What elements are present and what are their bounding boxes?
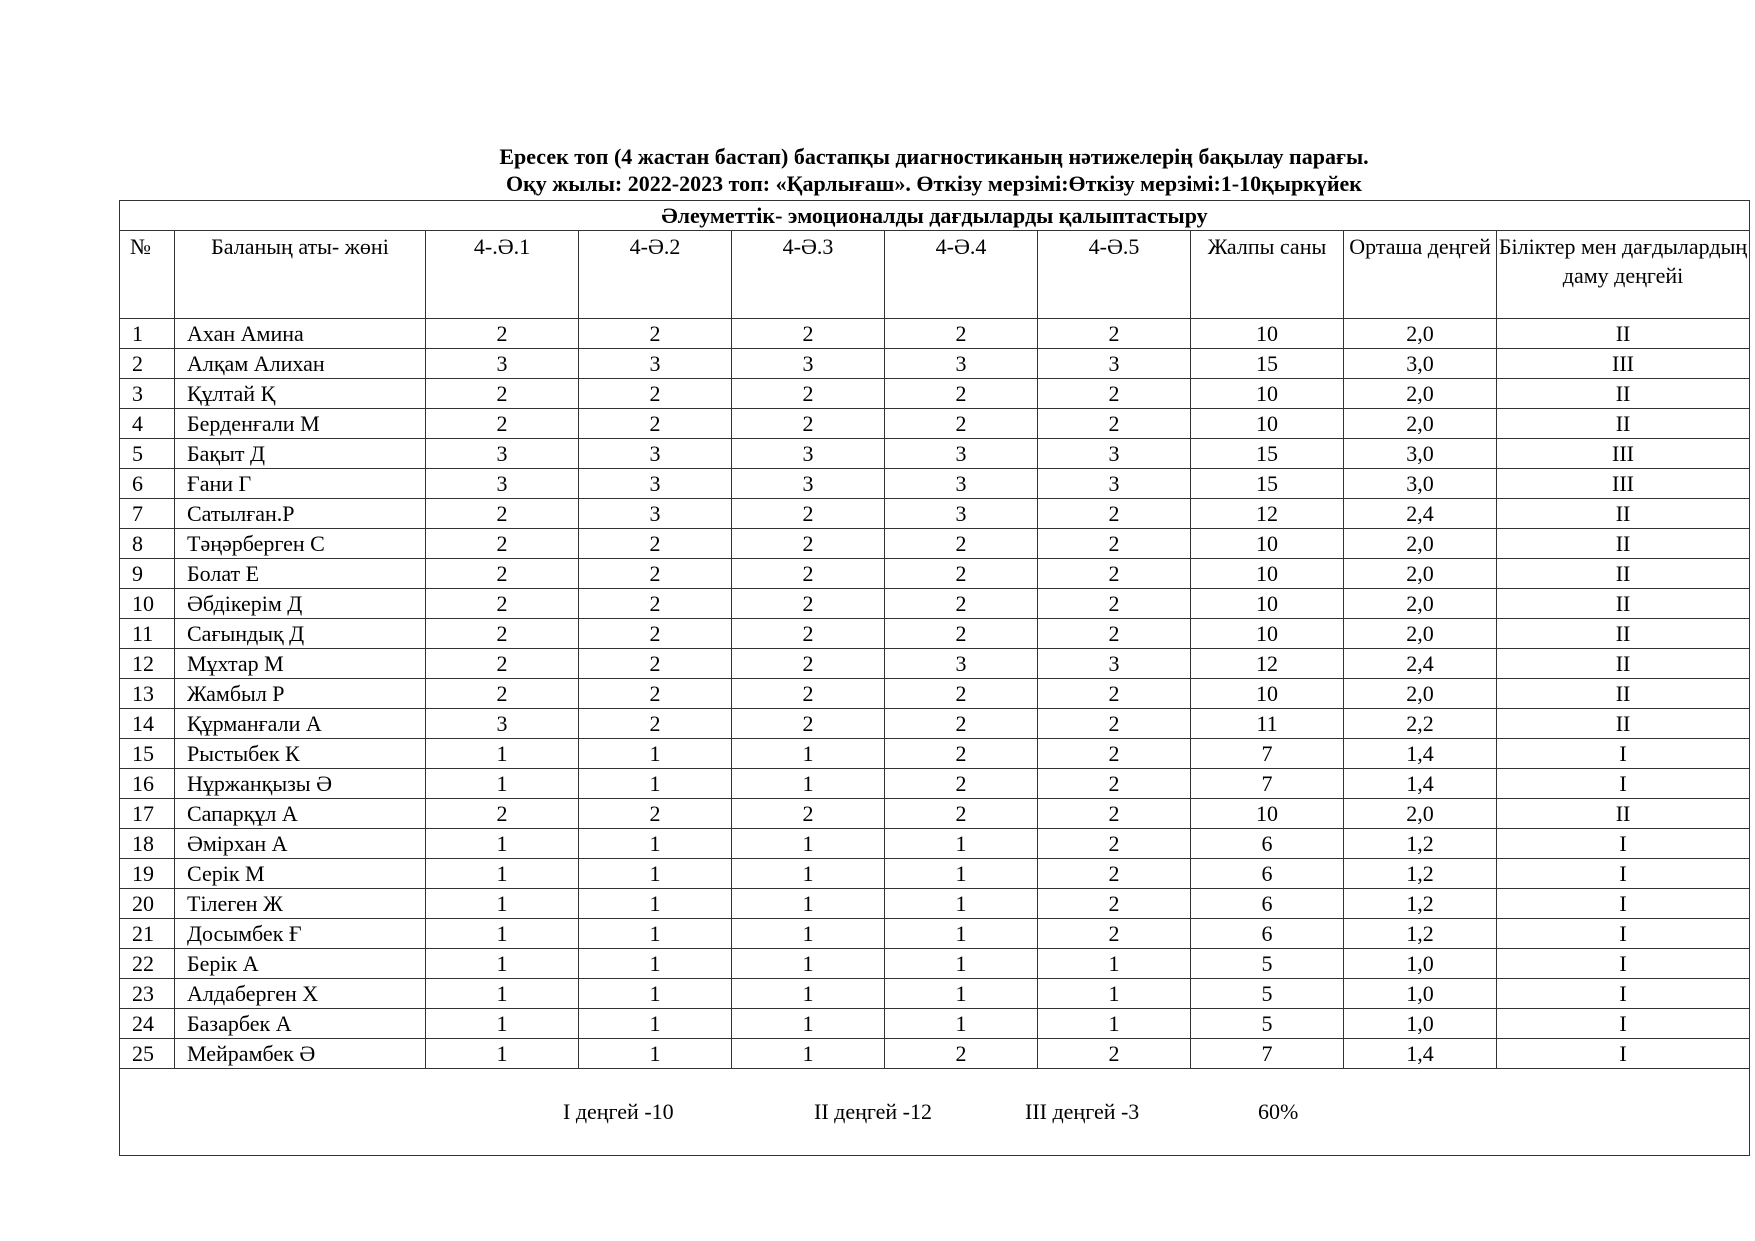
score-cell: 2 — [732, 379, 885, 409]
row-number: 21 — [120, 919, 175, 949]
average-cell: 1,0 — [1344, 979, 1497, 1009]
score-cell: 1 — [426, 1039, 579, 1069]
level-cell: II — [1497, 499, 1750, 529]
level-cell: III — [1497, 349, 1750, 379]
score-cell: 3 — [885, 499, 1038, 529]
row-number: 12 — [120, 649, 175, 679]
total-cell: 10 — [1191, 619, 1344, 649]
score-cell: 1 — [426, 889, 579, 919]
average-cell: 1,4 — [1344, 739, 1497, 769]
score-cell: 1 — [579, 889, 732, 919]
score-cell: 2 — [885, 379, 1038, 409]
score-cell: 2 — [885, 739, 1038, 769]
child-name: Тәңәрберген С — [175, 529, 426, 559]
table-row — [120, 799, 1750, 829]
score-cell: 1 — [579, 919, 732, 949]
child-name: Мейрамбек Ә — [175, 1039, 426, 1069]
average-cell: 3,0 — [1344, 439, 1497, 469]
score-cell: 3 — [1038, 649, 1191, 679]
total-cell: 11 — [1191, 709, 1344, 739]
table-row — [120, 349, 1750, 379]
score-cell: 2 — [579, 319, 732, 349]
column-header: 4-Ә.2 — [579, 231, 732, 319]
total-cell: 10 — [1191, 799, 1344, 829]
score-cell: 1 — [579, 979, 732, 1009]
score-cell: 3 — [579, 439, 732, 469]
level-cell: II — [1497, 619, 1750, 649]
score-cell: 3 — [732, 439, 885, 469]
average-cell: 1,2 — [1344, 889, 1497, 919]
score-cell: 2 — [1038, 769, 1191, 799]
average-cell: 1,4 — [1344, 1039, 1497, 1069]
table-row — [120, 439, 1750, 469]
score-cell: 2 — [579, 379, 732, 409]
total-cell: 15 — [1191, 469, 1344, 499]
level-cell: II — [1497, 709, 1750, 739]
summary-level-3: III деңгей -3 — [1025, 1099, 1140, 1124]
score-cell: 2 — [426, 409, 579, 439]
score-cell: 2 — [426, 649, 579, 679]
level-cell: I — [1497, 919, 1750, 949]
score-cell: 1 — [1038, 979, 1191, 1009]
row-number: 5 — [120, 439, 175, 469]
average-cell: 3,0 — [1344, 349, 1497, 379]
row-number: 18 — [120, 829, 175, 859]
average-cell: 2,0 — [1344, 529, 1497, 559]
score-cell: 3 — [426, 709, 579, 739]
summary-percent: 60% — [1258, 1099, 1299, 1124]
average-cell: 2,0 — [1344, 619, 1497, 649]
average-cell: 1,4 — [1344, 769, 1497, 799]
score-cell: 1 — [579, 739, 732, 769]
level-cell: II — [1497, 589, 1750, 619]
score-cell: 1 — [885, 949, 1038, 979]
table-row — [120, 559, 1750, 589]
child-name: Алдаберген Х — [175, 979, 426, 1009]
table-row — [120, 739, 1750, 769]
score-cell: 2 — [1038, 829, 1191, 859]
score-cell: 2 — [1038, 859, 1191, 889]
table-row — [120, 409, 1750, 439]
score-cell: 1 — [426, 919, 579, 949]
row-number: 15 — [120, 739, 175, 769]
row-number: 9 — [120, 559, 175, 589]
score-cell: 3 — [426, 439, 579, 469]
table-row — [120, 949, 1750, 979]
child-name: Ғани Г — [175, 469, 426, 499]
score-cell: 2 — [1038, 889, 1191, 919]
level-cell: II — [1497, 529, 1750, 559]
score-cell: 1 — [579, 949, 732, 979]
row-number: 23 — [120, 979, 175, 1009]
table-row — [120, 529, 1750, 559]
score-cell: 2 — [1038, 619, 1191, 649]
table-row — [120, 1039, 1750, 1069]
total-cell: 15 — [1191, 439, 1344, 469]
score-cell: 3 — [1038, 439, 1191, 469]
score-cell: 3 — [885, 349, 1038, 379]
score-cell: 2 — [426, 319, 579, 349]
score-cell: 2 — [885, 319, 1038, 349]
level-cell: I — [1497, 889, 1750, 919]
total-cell: 10 — [1191, 319, 1344, 349]
child-name: Жамбыл Р — [175, 679, 426, 709]
child-name: Әмірхан А — [175, 829, 426, 859]
score-cell: 1 — [885, 829, 1038, 859]
child-name: Бақыт Д — [175, 439, 426, 469]
average-cell: 2,0 — [1344, 559, 1497, 589]
row-number: 6 — [120, 469, 175, 499]
score-cell: 1 — [1038, 949, 1191, 979]
score-cell: 2 — [426, 589, 579, 619]
score-cell: 2 — [732, 409, 885, 439]
child-name: Сапарқұл А — [175, 799, 426, 829]
score-cell: 3 — [885, 439, 1038, 469]
score-cell: 2 — [885, 589, 1038, 619]
total-cell: 6 — [1191, 889, 1344, 919]
score-cell: 2 — [732, 619, 885, 649]
score-cell: 2 — [1038, 709, 1191, 739]
section-title: Әлеуметтік- эмоционалды дағдыларды қалыптастыру — [120, 201, 1750, 231]
total-cell: 6 — [1191, 919, 1344, 949]
column-header: Баланың аты- жөні — [175, 231, 426, 319]
total-cell: 10 — [1191, 379, 1344, 409]
child-name: Досымбек Ғ — [175, 919, 426, 949]
column-header: Біліктер мен дағдылардың даму деңгейі — [1497, 231, 1750, 319]
row-number: 19 — [120, 859, 175, 889]
level-cell: I — [1497, 1009, 1750, 1039]
total-cell: 5 — [1191, 949, 1344, 979]
total-cell: 7 — [1191, 1039, 1344, 1069]
total-cell: 10 — [1191, 409, 1344, 439]
score-cell: 1 — [732, 859, 885, 889]
total-cell: 5 — [1191, 979, 1344, 1009]
average-cell: 2,0 — [1344, 679, 1497, 709]
score-cell: 2 — [1038, 739, 1191, 769]
child-name: Сағындық Д — [175, 619, 426, 649]
score-cell: 2 — [1038, 559, 1191, 589]
score-cell: 1 — [885, 859, 1038, 889]
average-cell: 2,0 — [1344, 799, 1497, 829]
row-number: 25 — [120, 1039, 175, 1069]
score-cell: 2 — [1038, 1039, 1191, 1069]
child-name: Тілеген Ж — [175, 889, 426, 919]
score-cell: 2 — [732, 589, 885, 619]
score-cell: 2 — [426, 379, 579, 409]
score-cell: 2 — [1038, 319, 1191, 349]
score-cell: 1 — [1038, 1009, 1191, 1039]
level-cell: I — [1497, 739, 1750, 769]
child-name: Берік А — [175, 949, 426, 979]
score-cell: 1 — [885, 889, 1038, 919]
table-row — [120, 919, 1750, 949]
score-cell: 2 — [1038, 409, 1191, 439]
summary-cell — [120, 1069, 1750, 1156]
average-cell: 1,2 — [1344, 919, 1497, 949]
score-cell: 2 — [732, 499, 885, 529]
average-cell: 1,2 — [1344, 829, 1497, 859]
column-header: № — [120, 231, 175, 319]
child-name: Алқам Алихан — [175, 349, 426, 379]
score-cell: 3 — [732, 349, 885, 379]
total-cell: 10 — [1191, 679, 1344, 709]
score-cell: 2 — [579, 559, 732, 589]
column-header: 4-Ә.4 — [885, 231, 1038, 319]
table-row — [120, 319, 1750, 349]
score-cell: 1 — [732, 769, 885, 799]
score-cell: 2 — [1038, 919, 1191, 949]
table-row — [120, 979, 1750, 1009]
score-cell: 3 — [885, 469, 1038, 499]
child-name: Рыстыбек К — [175, 739, 426, 769]
score-cell: 2 — [732, 529, 885, 559]
score-cell: 2 — [732, 679, 885, 709]
child-name: Базарбек А — [175, 1009, 426, 1039]
score-cell: 2 — [732, 649, 885, 679]
total-cell: 10 — [1191, 559, 1344, 589]
total-cell: 10 — [1191, 589, 1344, 619]
score-cell: 2 — [426, 529, 579, 559]
child-name: Мұхтар М — [175, 649, 426, 679]
score-cell: 1 — [426, 1009, 579, 1039]
score-cell: 2 — [579, 649, 732, 679]
average-cell: 1,0 — [1344, 1009, 1497, 1039]
score-cell: 1 — [732, 1009, 885, 1039]
score-cell: 1 — [885, 979, 1038, 1009]
average-cell: 3,0 — [1344, 469, 1497, 499]
score-cell: 1 — [732, 979, 885, 1009]
score-cell: 1 — [426, 829, 579, 859]
table-row — [120, 829, 1750, 859]
table-row — [120, 769, 1750, 799]
score-cell: 2 — [426, 559, 579, 589]
score-cell: 1 — [732, 919, 885, 949]
score-cell: 2 — [1038, 589, 1191, 619]
score-cell: 2 — [579, 409, 732, 439]
child-name: Берденғали М — [175, 409, 426, 439]
row-number: 11 — [120, 619, 175, 649]
table-row — [120, 679, 1750, 709]
level-cell: I — [1497, 829, 1750, 859]
table-row — [120, 499, 1750, 529]
total-cell: 5 — [1191, 1009, 1344, 1039]
score-cell: 2 — [885, 559, 1038, 589]
score-cell: 2 — [1038, 529, 1191, 559]
page-subtitle: Оқу жылы: 2022-2023 топ: «Қарлығаш». Өткізу мерзімі:Өткізу мерзімі:1-10қыркүйек — [506, 171, 1362, 196]
total-cell: 6 — [1191, 859, 1344, 889]
score-cell: 3 — [579, 469, 732, 499]
score-cell: 3 — [1038, 469, 1191, 499]
row-number: 4 — [120, 409, 175, 439]
score-cell: 3 — [885, 649, 1038, 679]
level-cell: II — [1497, 649, 1750, 679]
score-cell: 3 — [426, 349, 579, 379]
child-name: Нұржанқызы Ә — [175, 769, 426, 799]
score-cell: 1 — [732, 889, 885, 919]
score-cell: 1 — [426, 859, 579, 889]
level-cell: II — [1497, 799, 1750, 829]
table-row — [120, 589, 1750, 619]
total-cell: 12 — [1191, 499, 1344, 529]
score-cell: 1 — [732, 739, 885, 769]
average-cell: 1,2 — [1344, 859, 1497, 889]
average-cell: 2,0 — [1344, 589, 1497, 619]
child-name: Сатылған.Р — [175, 499, 426, 529]
score-cell: 2 — [885, 679, 1038, 709]
level-cell: II — [1497, 409, 1750, 439]
score-cell: 2 — [579, 619, 732, 649]
score-cell: 2 — [579, 589, 732, 619]
score-cell: 2 — [885, 799, 1038, 829]
score-cell: 2 — [579, 799, 732, 829]
score-cell: 1 — [732, 829, 885, 859]
average-cell: 2,4 — [1344, 649, 1497, 679]
score-cell: 3 — [579, 499, 732, 529]
row-number: 8 — [120, 529, 175, 559]
header-row — [120, 231, 1750, 319]
column-header: 4-.Ә.1 — [426, 231, 579, 319]
column-header: 4-Ә.3 — [732, 231, 885, 319]
total-cell: 15 — [1191, 349, 1344, 379]
row-number: 24 — [120, 1009, 175, 1039]
score-cell: 1 — [579, 859, 732, 889]
total-cell: 12 — [1191, 649, 1344, 679]
level-cell: I — [1497, 1039, 1750, 1069]
table-row — [120, 469, 1750, 499]
score-cell: 3 — [579, 349, 732, 379]
row-number: 17 — [120, 799, 175, 829]
average-cell: 2,0 — [1344, 409, 1497, 439]
child-name: Ахан Амина — [175, 319, 426, 349]
table-row — [120, 889, 1750, 919]
score-cell: 1 — [426, 979, 579, 1009]
level-cell: II — [1497, 559, 1750, 589]
average-cell: 2,0 — [1344, 319, 1497, 349]
level-cell: III — [1497, 469, 1750, 499]
score-cell: 2 — [426, 619, 579, 649]
column-header: Орташа деңгей — [1344, 231, 1497, 319]
score-cell: 2 — [579, 679, 732, 709]
level-cell: I — [1497, 979, 1750, 1009]
level-cell: II — [1497, 319, 1750, 349]
score-cell: 2 — [579, 529, 732, 559]
table-row — [120, 709, 1750, 739]
score-cell: 2 — [1038, 379, 1191, 409]
level-cell: III — [1497, 439, 1750, 469]
score-cell: 1 — [579, 1009, 732, 1039]
level-cell: I — [1497, 859, 1750, 889]
score-cell: 2 — [732, 319, 885, 349]
average-cell: 2,0 — [1344, 379, 1497, 409]
total-cell: 6 — [1191, 829, 1344, 859]
column-header: 4-Ә.5 — [1038, 231, 1191, 319]
score-cell: 2 — [426, 799, 579, 829]
score-cell: 1 — [426, 949, 579, 979]
child-name: Серік М — [175, 859, 426, 889]
table-row — [120, 649, 1750, 679]
total-cell: 7 — [1191, 769, 1344, 799]
score-cell: 2 — [885, 769, 1038, 799]
table-row — [120, 619, 1750, 649]
row-number: 1 — [120, 319, 175, 349]
average-cell: 2,2 — [1344, 709, 1497, 739]
row-number: 16 — [120, 769, 175, 799]
score-cell: 1 — [885, 1009, 1038, 1039]
level-cell: I — [1497, 769, 1750, 799]
row-number: 2 — [120, 349, 175, 379]
score-cell: 2 — [732, 559, 885, 589]
score-cell: 2 — [426, 679, 579, 709]
child-name: Құрманғали А — [175, 709, 426, 739]
score-cell: 2 — [579, 709, 732, 739]
average-cell: 1,0 — [1344, 949, 1497, 979]
row-number: 10 — [120, 589, 175, 619]
score-cell: 2 — [885, 1039, 1038, 1069]
score-cell: 3 — [426, 469, 579, 499]
summary-level-2: II деңгей -12 — [814, 1099, 932, 1124]
row-number: 14 — [120, 709, 175, 739]
child-name: Әбдікерім Д — [175, 589, 426, 619]
total-cell: 10 — [1191, 529, 1344, 559]
score-cell: 3 — [1038, 349, 1191, 379]
row-number: 20 — [120, 889, 175, 919]
level-cell: I — [1497, 949, 1750, 979]
table-row — [120, 379, 1750, 409]
row-number: 3 — [120, 379, 175, 409]
score-cell: 1 — [426, 739, 579, 769]
row-number: 22 — [120, 949, 175, 979]
child-name: Болат Е — [175, 559, 426, 589]
level-cell: II — [1497, 379, 1750, 409]
score-cell: 2 — [1038, 499, 1191, 529]
score-cell: 1 — [579, 829, 732, 859]
total-cell: 7 — [1191, 739, 1344, 769]
row-number: 7 — [120, 499, 175, 529]
score-cell: 1 — [732, 949, 885, 979]
page-title: Ересек топ (4 жастан бастап) бастапқы диагностиканың нәтижелерің бақылау парағы. — [499, 144, 1369, 169]
summary-level-1: I деңгей -10 — [563, 1099, 674, 1124]
score-cell: 2 — [885, 529, 1038, 559]
average-cell: 2,4 — [1344, 499, 1497, 529]
level-cell: II — [1497, 679, 1750, 709]
column-header: Жалпы саны — [1191, 231, 1344, 319]
score-cell: 3 — [732, 469, 885, 499]
child-name: Құлтай Қ — [175, 379, 426, 409]
score-cell: 2 — [1038, 679, 1191, 709]
score-cell: 1 — [732, 1039, 885, 1069]
score-cell: 1 — [426, 769, 579, 799]
table-row — [120, 859, 1750, 889]
diagnostic-table — [119, 200, 1750, 1156]
score-cell: 2 — [732, 709, 885, 739]
score-cell: 2 — [885, 619, 1038, 649]
row-number: 13 — [120, 679, 175, 709]
score-cell: 1 — [885, 919, 1038, 949]
score-cell: 1 — [579, 1039, 732, 1069]
score-cell: 2 — [1038, 799, 1191, 829]
score-cell: 1 — [579, 769, 732, 799]
score-cell: 2 — [885, 709, 1038, 739]
score-cell: 2 — [426, 499, 579, 529]
score-cell: 2 — [732, 799, 885, 829]
table-row — [120, 1009, 1750, 1039]
score-cell: 2 — [885, 409, 1038, 439]
